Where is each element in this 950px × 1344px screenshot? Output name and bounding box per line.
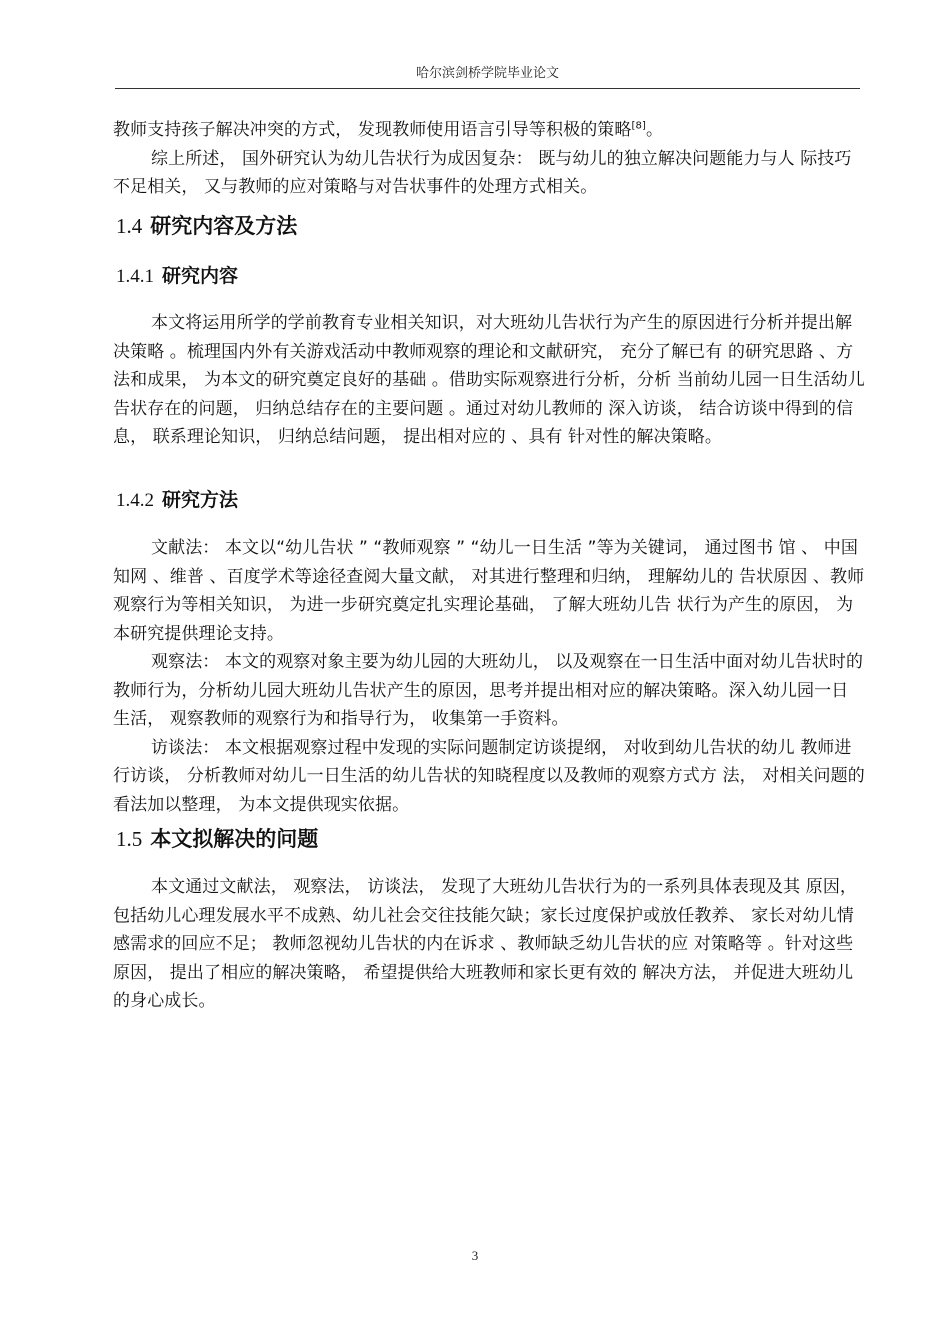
research-methods-block xyxy=(113,534,865,819)
intro-paragraph-1-end: 。 xyxy=(645,120,664,140)
subsection-title: 研究方法 xyxy=(162,489,239,511)
observation-method-paragraph: 观察法： 本文的观察对象主要为幼儿园的大班幼儿， 以及观察在一日生活中面对幼儿告状时的教师行为，分析幼儿园大班幼儿告状产生的原因，思考并提出相对应的解决策略。深入幼儿园一日生活， 观察教师的观察行为和指导行为， 收集第一手资料。 xyxy=(113,652,864,729)
literature-method-paragraph: 文献法： 本文以“幼儿告状 ” “教师观察 ” “幼儿一日生活 ”等为关键词， 通过图书 馆 、 中国知网 、维普 、百度学术等途径查阅大量文献， 对其进行整理和归纳， 理解幼儿的 告状原因 、教师观察行为等相关知识， 为进一步研究奠定扎实理论基础， 了解大班幼儿告 状行为产生的原因， 为本研究提供理论支持。 xyxy=(113,538,865,644)
section-1-4-2-heading xyxy=(116,485,868,516)
subsection-number: 1.4.2 xyxy=(116,490,154,511)
subsection-title: 研究内容 xyxy=(162,265,239,287)
research-content-block xyxy=(113,309,865,452)
intro-paragraph-2: 综上所述， 国外研究认为幼儿告状行为成因复杂： 既与幼儿的独立解决问题能力与人 际技巧不足相关， 又与教师的应对策略与对告状事件的处理方式相关。 xyxy=(113,148,852,197)
page-header xyxy=(115,66,860,89)
research-content-paragraph: 本文将运用所学的学前教育专业相关知识，对大班幼儿告状行为产生的原因进行分析并提出解决策略 。梳理国内外有关游戏活动中教师观察的理论和文献研究， 充分了解已有 的研究思路 、方法和成果， 为本文的研究奠定良好的基础 。借助实际观察进行分析，分析 当前幼儿园一日生活幼儿告状存在的问题， 归纳总结存在的主要问题 。通过对幼儿教师的 深入访谈， 结合访谈中得到的信息， 联系理论知识， 归纳总结问题， 提出相对应的 、具有 针对性的解决策略。 xyxy=(113,313,865,447)
header-title: 哈尔滨剑桥学院毕业论文 xyxy=(415,66,559,81)
section-number: 1.4 xyxy=(116,214,143,238)
problems-paragraph: 本文通过文献法， 观察法， 访谈法， 发现了大班幼儿告状行为的一系列具体表现及其 原因，包括幼儿心理发展水平不成熟、幼儿社会交往技能欠缺；家长过度保护或放任教养、 家长对幼儿情感需求的回应不足； 教师忽视幼儿告状的内在诉求 、教师缺乏幼儿告状的应 对策略等 。针对这些原因， 提出了相应的解决策略， 希望提供给大班教师和家长更有效的 解决方法， 并促进大班幼儿的身心成长。 xyxy=(113,877,858,1011)
section-title: 本文拟解决的问题 xyxy=(150,827,319,851)
intro-block xyxy=(113,116,865,202)
intro-paragraph-1 xyxy=(113,116,865,145)
section-1-4-1-heading xyxy=(116,261,868,292)
problems-block xyxy=(113,873,865,1016)
interview-method-paragraph: 访谈法： 本文根据观察过程中发现的实际问题制定访谈提纲， 对收到幼儿告状的幼儿 教师进行访谈， 分析教师对幼儿一日生活的幼儿告状的知晓程度以及教师的观察方式方 法， 对相关问题的看法加以整理， 为本文提供现实依据。 xyxy=(113,737,865,815)
section-1-4-heading xyxy=(116,211,868,241)
citation-ref: [8] xyxy=(631,120,646,132)
subsection-number: 1.4.1 xyxy=(116,266,154,287)
page-number: 3 xyxy=(471,1248,479,1263)
section-title: 研究内容及方法 xyxy=(150,214,298,238)
section-number: 1.5 xyxy=(116,827,143,851)
section-1-5-heading xyxy=(116,824,868,854)
intro-paragraph-1-text: 教师支持孩子解决冲突的方式， 发现教师使用语言引导等积极的策略 xyxy=(113,120,632,140)
